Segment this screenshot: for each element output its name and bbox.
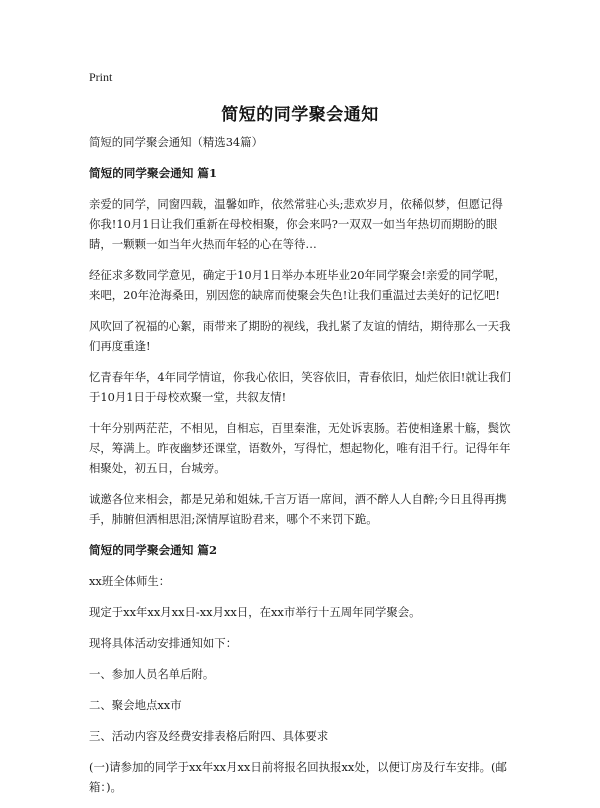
paragraph: 现定于xx年xx月xx日-xx月xx日，在xx市举行十五周年同学聚会。 (89, 605, 421, 619)
paragraph: 现将具体活动安排通知如下： (89, 636, 238, 650)
document-body (89, 132, 513, 808)
print-link[interactable]: Print (89, 70, 113, 84)
paragraph: 二、聚会地点xx市 (89, 698, 182, 712)
page-title: 简短的同学聚会通知 (221, 105, 379, 125)
paragraph: 经征求多数同学意见，确定于10月1日举办本班毕业20年同学聚会!亲爱的同学呢，来吧，20年沧海桑田，别因您的缺席而使聚会失色!让我们重温过去美好的记忆吧! (89, 268, 506, 302)
paragraph: 一、参加人员名单后附。 (89, 667, 215, 681)
paragraph: 忆青春年华，4年同学情谊，你我心依旧，笑容依旧，青春依旧，灿烂依旧!就让我们于10月1日于母校欢聚一堂，共叙友情! (89, 370, 511, 404)
paragraph: 亲爱的同学，同窗四载，温馨如昨，依然常驻心头;悲欢岁月，依稀似梦，但愿记得你我!10月1日让我们重新在母校相聚，你会来吗?一双双一如当年热切而期盼的眼睛，一颗颗一如当年火热而年轻的心在等待… (89, 197, 503, 251)
paragraph: 诚邀各位来相会，都是兄弟和姐妹,千言万语一席间，酒不醉人人自醉;今日且得再携手，肺腑但洒相思泪;深情厚谊盼君来，哪个不来罚下跪。 (89, 492, 507, 526)
paragraph: 十年分别两茫茫，不相见，自相忘，百里秦淮，无处诉衷肠。若使相逢累十觞，鬓饮尽，筹满上。昨夜幽梦还课堂，语数外，写得忙，想起物化，唯有泪千行。记得年年相聚处，初五日，台城旁。 (89, 421, 511, 475)
document-subtitle: 简短的同学聚会通知（精选34篇） (89, 135, 263, 149)
paragraph: 三、活动内容及经费安排表格后附四、具体要求 (89, 729, 329, 743)
section-heading-1: 简短的同学聚会通知 篇1 (89, 166, 218, 180)
paragraph: 风吹回了祝福的心絮，雨带来了期盼的视线，我扎紧了友谊的情结，期待那么一天我们再度重逢! (89, 319, 511, 353)
paragraph: xx班全体师生： (89, 574, 171, 588)
paragraph: (一)请参加的同学于xx年xx月xx日前将报名回执报xx处，以便订房及行车安排。(邮箱：)。 (89, 760, 507, 794)
section-heading-2: 简短的同学聚会通知 篇2 (89, 543, 218, 557)
